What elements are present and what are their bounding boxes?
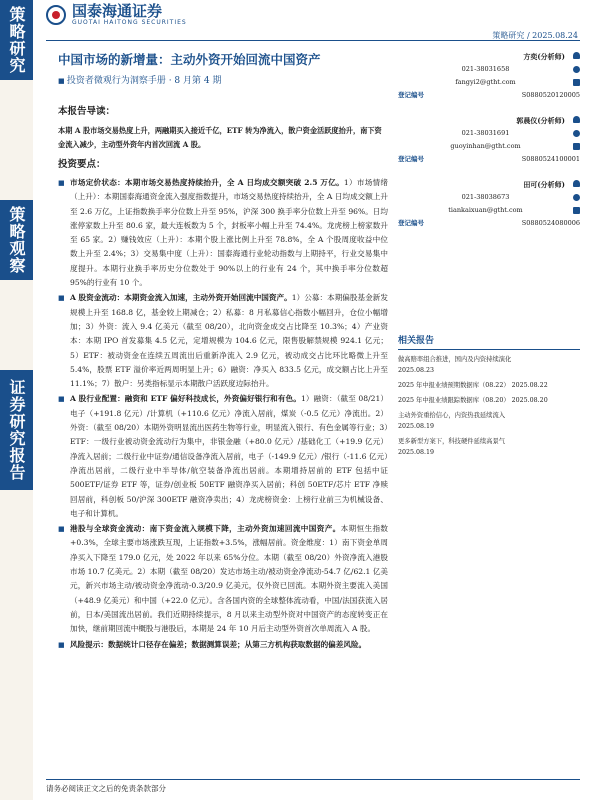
guide-heading: 本报告导读： <box>58 106 116 117</box>
report-subtitle: ■ 投资者微观行为洞察手册 · 8 月第 4 期 <box>58 73 221 86</box>
related-item[interactable]: 主动外资重拾信心，内资热我延续流入 2025.08.19 <box>398 412 506 430</box>
point-text: 1）融资：（截至 08/21）电子（+191.8 亿元）/计算机（+110.6 亿元）净流入居前，煤炭（-0.5 亿元）净流出。2）外资：（截至 08/20）本期外资明显流出医药生物等行业，明显流入银行、有色金属等行业；3）ETF：一级行业被动资金流动行为集中，非银金融（+80.0 亿元）/基础化工（+19.9 亿元）净流入居前；二级行业中证券/通信设备净流入居前，电子（-149.9 亿元）/银行（-11.6 亿元）净流出居前，二级行业中半导体/航空装备净流出居前。本期增持居前的 ETF 包括中证 500ETF/证券 ETF 等，证券/创业板 50ETF 融资净买入居前；科创 50ETF/芯片 ETF 净赎回居前，科创板 50/沪深 300ETF 融资净卖出；4）龙虎榜资金：上榜行业前三为机械设备、电子和计算机。 <box>70 394 388 518</box>
point-item <box>58 392 388 521</box>
point-text: 本期恒生指数+0.3%，全球主要市场涨跌互现，上证指数+3.5%，涨幅居前。资金维度：1）南下资金单周净买入下降至 179.0 亿元，处 2022 年以来 65%分位。本期（截至 08/20）外资净流入港股市场 10.7 亿美元。2）本期（截至 08/20）发达市场主动/被动资金净流动-54.7 亿/62.1 亿美元，新兴市场主动/被动资金净流动-0.3/20.9 亿美元，仅外资已回流。本期外资主要流入美国（+48.9 亿美元）和中国（+22.0 亿元）。含各国内资的全球整体流动看，中国/法国获流入居前，日本/美国流出居前。我们近期持续提示，8 月以来主动型外资对中国资产的态度转变正在加快，继前期回流中概股与港股后，本期是 24 年 10 月后主动型外资首次单周流入 A 股。 <box>70 524 388 634</box>
footer-disclaimer: 请务必阅读正文之后的免责条款部分 <box>46 784 166 793</box>
point-lead: 风险提示：数据统计口径存在偏差；数据测算误差；从第三方机构获取数据的偏差风险。 <box>70 639 367 649</box>
person-icon <box>573 180 580 187</box>
analyst-phone-row: 021-38031658 <box>398 63 580 76</box>
analyst-phone-row: 021-38038673 <box>398 191 580 204</box>
guide-body: 本期 A 股市场交易热度上升，两融期买入接近千亿，ETF 转为净流入，散户资金活跃度抬升，南下资金流入减少，主动型外资年内首次回流 A 股。 <box>58 126 382 149</box>
side-tag-securities-report: 证券研究报告 <box>0 370 33 490</box>
report-title: 中国市场的新增量：主动外资开始回流中国资产 <box>58 52 321 67</box>
analyst-phone-row: 021-38031691 <box>398 127 580 140</box>
point-item <box>58 522 388 636</box>
person-icon <box>573 52 580 59</box>
side-column <box>0 0 33 800</box>
analyst-email-row: tiankaixuan@gtht.com <box>398 204 580 217</box>
points-heading: 投资要点： <box>58 159 106 170</box>
point-item <box>58 291 388 391</box>
mail-icon <box>573 207 580 214</box>
analyst-card <box>398 114 580 166</box>
investment-points <box>58 176 388 653</box>
analyst-license-row: 登记编号 S0880524100001 <box>398 155 580 163</box>
related-item[interactable]: 2025 年中报业绩跟踪数据库（08.20） 2025.08.20 <box>398 397 548 404</box>
brand-name-en: GUOTAI HAITONG SECURITIES <box>72 19 187 26</box>
point-text: 1）市场情绪（上升）：本期国泰海通资金流入强度指数提升，市场交易热度持续抬升，全 A 日均成交额上升至 2.6 万亿，上证指数换手率分位数上升至 95%，沪深 300 换手率分位数上升至 96%。日均涨停家数上升至 80.6 家，最大连板数为 5 个，封板率小幅上升至 74.4%。龙虎榜上榜家数升至 65 家。2）赚钱效应（上升）：本期个股上涨比例上升至 78.8%，全 A 个股周度收益中位数上升至 2.4%；3）交易集中度（上升）：国泰海通行业轮动指数与上期持平，行业交易集中度提升。本期行业换手率历史分位数处于 90%以上的行业有 24 个，其中换手率分位数超 95%的行业有 10 个。 <box>70 178 388 288</box>
mail-icon <box>573 79 580 86</box>
side-tag-strategy-research: 策略研究 <box>0 0 33 80</box>
analyst-email-row: fangyi2@gtht.com <box>398 76 580 89</box>
point-item <box>58 638 388 652</box>
analyst-card <box>398 178 580 230</box>
analyst-panel <box>398 50 580 242</box>
mail-icon <box>573 143 580 150</box>
footer-divider <box>46 779 580 780</box>
analyst-card <box>398 50 580 102</box>
related-item[interactable]: 更多新型方案下，科技硬件延续高景气 2025.08.19 <box>398 438 506 456</box>
point-lead: 港股与全球资金流动：南下资金流入规模下降，主动外资加速回流中国资产。 <box>70 524 341 534</box>
point-lead: A 股行业配置：融资和 ETF 偏好科技成长，外资偏好银行和有色。 <box>70 394 301 404</box>
side-tag-strategy-observation: 策略观察 <box>0 200 33 280</box>
related-item[interactable]: 2025 年中报业绩预期数据库（08.22） 2025.08.22 <box>398 382 548 389</box>
company-logo <box>46 4 187 26</box>
person-icon <box>573 116 580 123</box>
logo-icon <box>46 5 66 25</box>
analyst-license-row: 登记编号 S0880520120005 <box>398 91 580 99</box>
header-date: 策略研究 / 2025.08.24 <box>492 31 578 40</box>
related-item[interactable]: 做高赔率组合推进，国内及内资持续演化 2025.08.23 <box>398 356 512 374</box>
header-divider <box>46 40 580 41</box>
related-heading: 相关报告 <box>398 336 580 350</box>
brand-name-cn: 国泰海通证券 <box>72 2 163 20</box>
point-item <box>58 176 388 290</box>
point-text: 1）公募：本期偏股基金新发规模上升至 168.8 亿，基金较上期减仓；2）私募：8 月私募信心指数小幅回升，仓位小幅增加；3）外资：流入 9.4 亿美元（截至 08/20），北向资金成交占比降至 10.3%；4）产业资本：本期 IPO 首发募集 4.5 亿元，定增规模为 104.6 亿元，限售股解禁规模 924.1 亿元；5）ETF：被动资金在连续五周流出后重新净流入 2.9 亿元，被动成交占比环比略微上升至 5.4%，股票 ETF 溢价率近两周明显上升；6）融资：净买入 833.5 亿元，成交额占比上升至 11.1%；7）散户：另类指标显示本期散户活跃度边际抬升。 <box>70 293 388 389</box>
point-lead: A 股资金流动：本期资金流入加速，主动外资开始回流中国资产。 <box>70 293 292 303</box>
analyst-name: 郭晨仪(分析师) <box>398 114 580 127</box>
analyst-name: 田可(分析师) <box>398 178 580 191</box>
phone-icon <box>573 66 580 73</box>
phone-icon <box>573 194 580 201</box>
analyst-name: 方奕(分析师) <box>398 50 580 63</box>
phone-icon <box>573 130 580 137</box>
analyst-email-row: guoyinhan@gtht.com <box>398 140 580 153</box>
related-reports <box>398 336 580 462</box>
analyst-license-row: 登记编号 S0880524080006 <box>398 219 580 227</box>
point-lead: 市场定价状态：本期市场交易热度持续抬升，全 A 日均成交额突破 2.5 万亿。 <box>70 178 344 187</box>
